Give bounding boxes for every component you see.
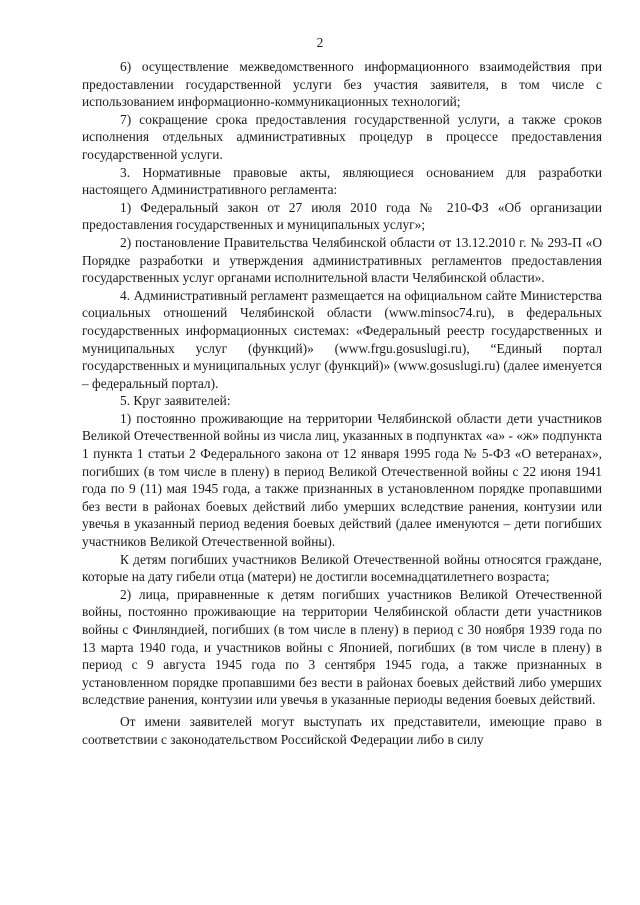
paragraph-resolution-293: 2) постановление Правительства Челябинской области от 13.12.2010 г. № 293-П «О Порядке разработки и утверждения административных регламентов предоставления государственных услуг органами исполнительной власти Челябинской области». xyxy=(82,234,602,286)
document-body xyxy=(82,58,602,748)
paragraph-section-3: 3. Нормативные правовые акты, являющиеся основанием для разработки настоящего Административного регламента: xyxy=(82,164,602,198)
paragraph-applicants-1: 1) постоянно проживающие на территории Челябинской области дети участников Великой Отечественной войны из числа лиц, указанных в подпунктах «а» - «ж» подпункта 1 пункта 1 статьи 2 Федерального закона от 12 января 1995 года № 5-ФЗ «О ветеранах», погибших (в том числе в плену) в период Великой Отечественной войны с 22 июня 1941 года по 9 (11) мая 1945 года, а также признанных в установленном порядке пропавшими без вести в районах боевых действий либо умерших вследствие ранения, контузии или увечья в указанный период ведения боевых действий (далее именуются – дети погибших участников Великой Отечественной войны). xyxy=(82,410,602,550)
paragraph-section-5: 5. Круг заявителей: xyxy=(120,393,231,409)
paragraph-item-6: 6) осуществление межведомственного информационного взаимодействия при предоставлении государственной услуги без участия заявителя, в том числе с использованием информационно-коммуникационных технологий; xyxy=(82,59,602,110)
page-number: 2 xyxy=(316,35,324,50)
paragraph-law-210: 1) Федеральный закон от 27 июля 2010 года № 210-ФЗ «Об организации предоставления государственных и муниципальных услуг»; xyxy=(82,199,602,233)
paragraph-item-7: 7) сокращение срока предоставления государственной услуги, а также сроков исполнения отдельных административных процедур в процессе предоставления государственной услуги. xyxy=(82,111,602,162)
paragraph-applicants-2: 2) лица, приравненные к детям погибших участников Великой Отечественной войны, постоянно проживающие на территории Челябинской области дети участников войны с Финляндией, погибших (в том числе в плену) в период с 30 ноября 1939 года по 13 марта 1940 года, и участников войны с Японией, погибших (в том числе в плену) в период с 9 августа 1945 года по 3 сентября 1945 года, а также признанных в установленном порядке пропавшими без вести в районах боевых действий либо умерших вследствие ранения, контузии или увечья в указанные периоды ведения боевых действий. xyxy=(82,586,602,708)
paragraph-representatives: От имени заявителей могут выступать их представители, имеющие право в соответствии с законодательством Российской Федерации либо в силу xyxy=(82,713,602,747)
paragraph-children-definition: К детям погибших участников Великой Отечественной войны относятся граждане, которые на дату гибели отца (матери) не достигли восемнадцатилетнего возраста; xyxy=(82,551,602,585)
paragraph-section-4: 4. Административный регламент размещается на официальном сайте Министерства социальных отношений Челябинской области (www.minsoc74.ru), в федеральных государственных информационных системах: «Федеральный реестр государственных и муниципальных услуг (функций)» (www.frgu.gosuslugi.ru), “Единый портал государственных и муниципальных услуг (функций)» (www.gosuslugi.ru) (далее именуется – федеральный портал). xyxy=(82,287,602,391)
